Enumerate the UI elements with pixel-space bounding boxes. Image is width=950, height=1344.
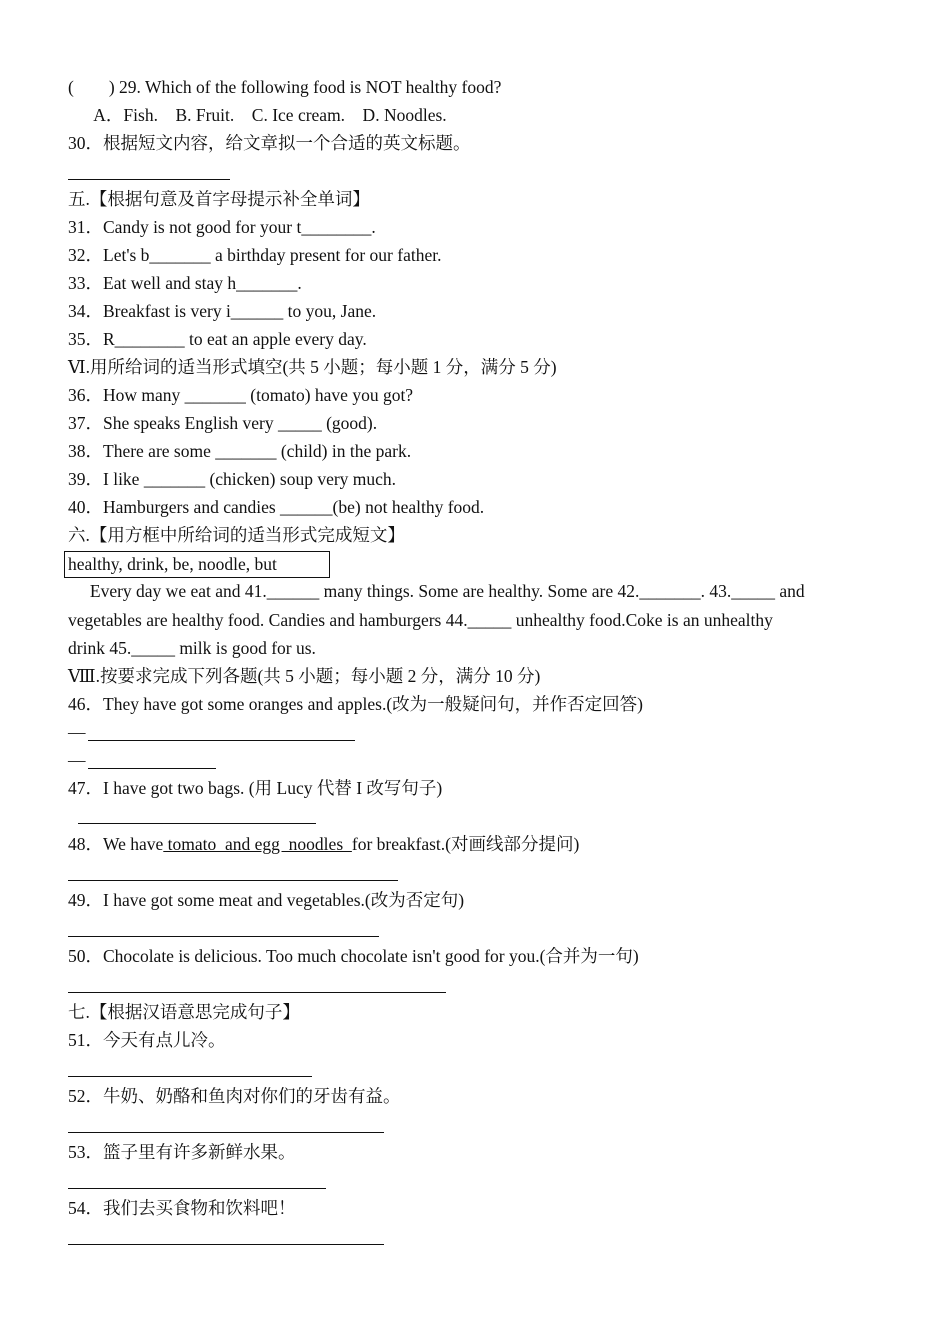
question-53: 53．篮子里有许多新鲜水果。 [68, 1142, 296, 1162]
answer-line-48 [68, 880, 398, 881]
question-48-suffix: for breakfast.(对画线部分提问) [351, 834, 580, 854]
question-30: 30．根据短文内容，给文章拟一个合适的英文标题。 [68, 133, 471, 153]
section-9-title: 七.【根据汉语意思完成句子】 [68, 1002, 300, 1022]
section-8-title: Ⅷ.按要求完成下列各题(共 5 小题；每小题 2 分，满分 10 分) [68, 666, 541, 686]
passage-line: drink 45._____ milk is good for us. [68, 638, 316, 658]
question-50: 50．Chocolate is delicious. Too much chocolate isn't good for you.(合并为一句) [68, 946, 639, 966]
question-29-stem: ( ) 29. Which of the following food is NOT healthy food? [68, 77, 502, 97]
question-48-underlined: tomato and egg noodles [163, 834, 352, 854]
question-36: 36．How many _______ (tomato) have you got? [68, 385, 414, 405]
question-37: 37．She speaks English very _____ (good). [68, 413, 378, 433]
section-6-title: Ⅵ.用所给词的适当形式填空(共 5 小题；每小题 1 分，满分 5 分) [68, 357, 557, 377]
question-54: 54．我们去买食物和饮料吧！ [68, 1198, 296, 1218]
question-39: 39．I like _______ (chicken) soup very much. [68, 469, 397, 489]
section-7-title: 六.【用方框中所给词的适当形式完成短文】 [68, 525, 405, 545]
answer-line-54 [68, 1244, 384, 1245]
word-box: healthy, drink, be, noodle, but [64, 551, 330, 578]
question-47: 47．I have got two bags. (用 Lucy 代替 I 改写句子) [68, 778, 443, 798]
passage-line: Every day we eat and 41.______ many things. Some are healthy. Some are 42._______. 43._____ and [68, 581, 805, 601]
question-31: 31．Candy is not good for your t________. [68, 217, 376, 237]
answer-line-50 [68, 992, 446, 993]
answer-line-51 [68, 1076, 312, 1077]
question-38: 38．There are some _______ (child) in the park. [68, 441, 412, 461]
question-48 [68, 833, 579, 855]
passage-line: vegetables are healthy food. Candies and hamburgers 44._____ unhealthy food.Coke is an unhealthy [68, 610, 773, 630]
answer-line-46b [88, 768, 216, 769]
question-33: 33．Eat well and stay h_______. [68, 273, 302, 293]
answer-line-46a [88, 740, 355, 741]
question-48-prefix: 48．We have [68, 834, 164, 854]
question-34: 34．Breakfast is very i______ to you, Jane. [68, 301, 377, 321]
answer-dash: — [68, 750, 86, 770]
question-29-options: A．Fish. B. Fruit. C. Ice cream. D. Noodles. [68, 105, 447, 125]
answer-line-47 [78, 823, 316, 824]
question-35: 35．R________ to eat an apple every day. [68, 329, 367, 349]
question-52: 52．牛奶、奶酪和鱼肉对你们的牙齿有益。 [68, 1086, 401, 1106]
question-32: 32．Let's b_______ a birthday present for our father. [68, 245, 442, 265]
question-51: 51．今天有点儿冷。 [68, 1030, 226, 1050]
question-46: 46．They have got some oranges and apples.(改为一般疑问句，并作否定回答) [68, 694, 643, 714]
answer-dash: — [68, 722, 86, 742]
answer-line-52 [68, 1132, 384, 1133]
section-5-title: 五.【根据句意及首字母提示补全单词】 [68, 189, 370, 209]
question-40: 40．Hamburgers and candies ______(be) not healthy food. [68, 497, 485, 517]
answer-line-49 [68, 936, 379, 937]
answer-line-53 [68, 1188, 326, 1189]
question-49: 49．I have got some meat and vegetables.(改为否定句) [68, 890, 465, 910]
answer-line-30 [68, 179, 230, 180]
